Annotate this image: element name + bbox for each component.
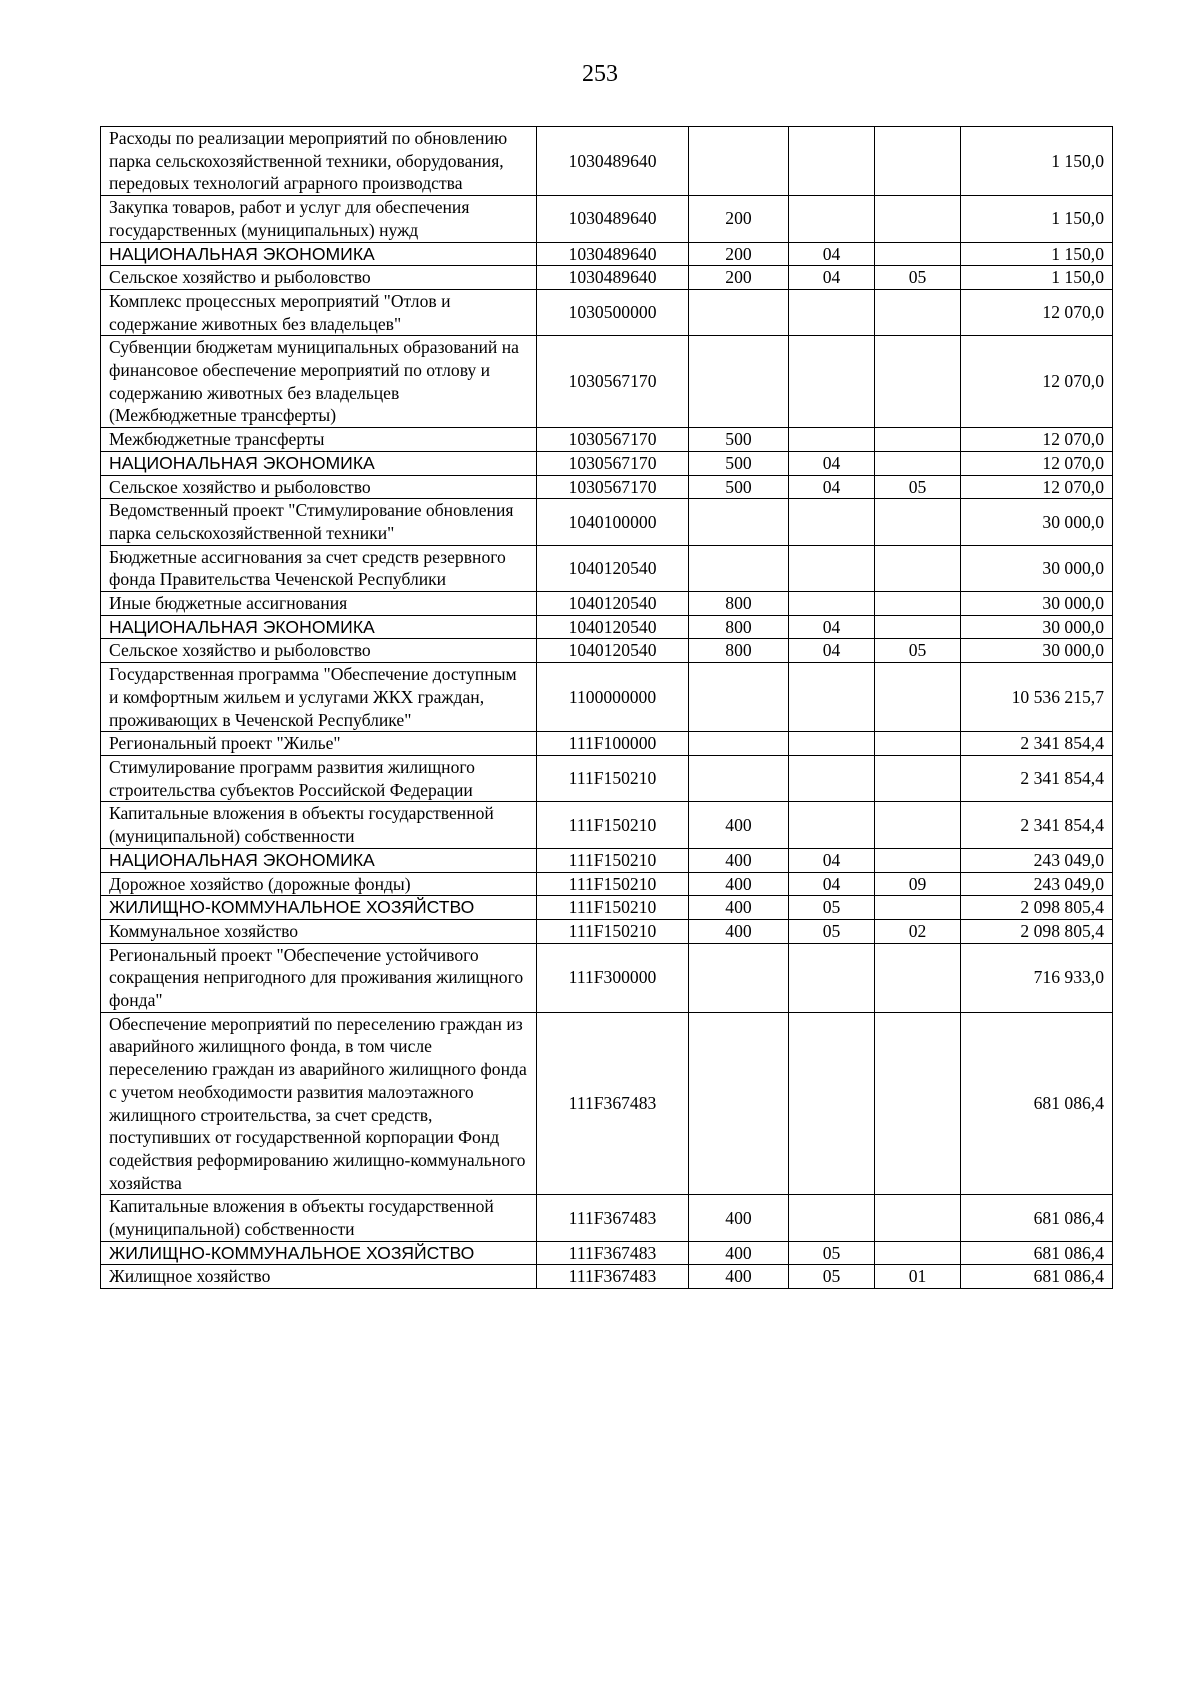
amount-cell: 2 098 805,4 bbox=[961, 919, 1113, 943]
expense-type-cell bbox=[689, 663, 789, 732]
subsection-cell bbox=[875, 1195, 961, 1241]
amount-cell: 10 536 215,7 bbox=[961, 663, 1113, 732]
section-cell: 04 bbox=[789, 848, 875, 872]
section-cell bbox=[789, 428, 875, 452]
subsection-cell bbox=[875, 428, 961, 452]
row-name-cell: Расходы по реализации мероприятий по обновлению парка сельскохозяйственной техники, оборудования, передовых технологий аграрного производства bbox=[101, 127, 537, 196]
table-row bbox=[101, 475, 1113, 499]
target-article-cell: 111F367483 bbox=[537, 1241, 689, 1265]
amount-cell: 681 086,4 bbox=[961, 1241, 1113, 1265]
section-cell: 04 bbox=[789, 639, 875, 663]
section-cell: 04 bbox=[789, 475, 875, 499]
row-name-cell: Сельское хозяйство и рыболовство bbox=[101, 639, 537, 663]
expense-type-cell: 400 bbox=[689, 802, 789, 848]
amount-cell: 30 000,0 bbox=[961, 639, 1113, 663]
subsection-cell: 09 bbox=[875, 872, 961, 896]
target-article-cell: 1030567170 bbox=[537, 336, 689, 428]
subsection-cell bbox=[875, 755, 961, 801]
target-article-cell: 1030489640 bbox=[537, 127, 689, 196]
table-row bbox=[101, 1265, 1113, 1289]
table-row bbox=[101, 592, 1113, 616]
subsection-cell bbox=[875, 499, 961, 545]
section-cell: 04 bbox=[789, 872, 875, 896]
subsection-cell bbox=[875, 848, 961, 872]
section-cell bbox=[789, 499, 875, 545]
target-article-cell: 1030567170 bbox=[537, 451, 689, 475]
target-article-cell: 111F150210 bbox=[537, 755, 689, 801]
expense-type-cell: 400 bbox=[689, 896, 789, 920]
section-cell bbox=[789, 127, 875, 196]
target-article-cell: 1040120540 bbox=[537, 639, 689, 663]
table-row bbox=[101, 127, 1113, 196]
amount-cell: 12 070,0 bbox=[961, 289, 1113, 335]
amount-cell: 243 049,0 bbox=[961, 872, 1113, 896]
amount-cell: 2 341 854,4 bbox=[961, 802, 1113, 848]
row-name-cell: Региональный проект "Обеспечение устойчивого сокращения непригодного для проживания жилищного фонда" bbox=[101, 943, 537, 1012]
row-name-cell: Субвенции бюджетам муниципальных образований на финансовое обеспечение мероприятий по отлову и содержанию животных без владельцев (Межбюджетные трансферты) bbox=[101, 336, 537, 428]
target-article-cell: 1040100000 bbox=[537, 499, 689, 545]
expense-type-cell: 500 bbox=[689, 451, 789, 475]
target-article-cell: 1030567170 bbox=[537, 475, 689, 499]
row-name-cell: Комплекс процессных мероприятий "Отлов и содержание животных без владельцев" bbox=[101, 289, 537, 335]
subsection-cell bbox=[875, 1012, 961, 1195]
subsection-cell bbox=[875, 1241, 961, 1265]
expense-type-cell: 400 bbox=[689, 872, 789, 896]
target-article-cell: 1040120540 bbox=[537, 545, 689, 591]
target-article-cell: 111F150210 bbox=[537, 896, 689, 920]
row-name-cell: НАЦИОНАЛЬНАЯ ЭКОНОМИКА bbox=[101, 242, 537, 266]
table-row bbox=[101, 266, 1113, 290]
row-name-cell: Сельское хозяйство и рыболовство bbox=[101, 475, 537, 499]
section-cell bbox=[789, 592, 875, 616]
section-cell bbox=[789, 336, 875, 428]
section-cell: 04 bbox=[789, 266, 875, 290]
subsection-cell bbox=[875, 451, 961, 475]
amount-cell: 1 150,0 bbox=[961, 196, 1113, 242]
target-article-cell: 111F100000 bbox=[537, 732, 689, 756]
subsection-cell bbox=[875, 896, 961, 920]
table-row bbox=[101, 1012, 1113, 1195]
expense-type-cell bbox=[689, 943, 789, 1012]
table-row bbox=[101, 732, 1113, 756]
row-name-cell: Коммунальное хозяйство bbox=[101, 919, 537, 943]
target-article-cell: 111F367483 bbox=[537, 1195, 689, 1241]
section-cell: 04 bbox=[789, 451, 875, 475]
row-name-cell: Ведомственный проект "Стимулирование обновления парка сельскохозяйственной техники" bbox=[101, 499, 537, 545]
section-cell bbox=[789, 663, 875, 732]
expense-type-cell bbox=[689, 127, 789, 196]
table-row bbox=[101, 755, 1113, 801]
subsection-cell bbox=[875, 943, 961, 1012]
target-article-cell: 1030500000 bbox=[537, 289, 689, 335]
amount-cell: 2 341 854,4 bbox=[961, 755, 1113, 801]
subsection-cell: 05 bbox=[875, 475, 961, 499]
table-row bbox=[101, 428, 1113, 452]
subsection-cell bbox=[875, 196, 961, 242]
table-row bbox=[101, 919, 1113, 943]
target-article-cell: 111F150210 bbox=[537, 802, 689, 848]
amount-cell: 681 086,4 bbox=[961, 1265, 1113, 1289]
amount-cell: 1 150,0 bbox=[961, 127, 1113, 196]
table-row bbox=[101, 336, 1113, 428]
amount-cell: 2 341 854,4 bbox=[961, 732, 1113, 756]
table-row bbox=[101, 943, 1113, 1012]
row-name-cell: Стимулирование программ развития жилищного строительства субъектов Российской Федерации bbox=[101, 755, 537, 801]
table-row bbox=[101, 242, 1113, 266]
target-article-cell: 1030567170 bbox=[537, 428, 689, 452]
target-article-cell: 111F150210 bbox=[537, 872, 689, 896]
subsection-cell bbox=[875, 592, 961, 616]
table-row bbox=[101, 289, 1113, 335]
amount-cell: 12 070,0 bbox=[961, 428, 1113, 452]
page-number: 253 bbox=[582, 61, 618, 87]
amount-cell: 716 933,0 bbox=[961, 943, 1113, 1012]
row-name-cell: Государственная программа "Обеспечение доступным и комфортным жильем и услугами ЖКХ граждан, проживающих в Чеченской Республике" bbox=[101, 663, 537, 732]
amount-cell: 30 000,0 bbox=[961, 499, 1113, 545]
row-name-cell: Иные бюджетные ассигнования bbox=[101, 592, 537, 616]
section-cell bbox=[789, 1195, 875, 1241]
expense-type-cell: 400 bbox=[689, 1195, 789, 1241]
expense-type-cell bbox=[689, 1012, 789, 1195]
subsection-cell bbox=[875, 663, 961, 732]
target-article-cell: 1040120540 bbox=[537, 592, 689, 616]
row-name-cell: Капитальные вложения в объекты государственной (муниципальной) собственности bbox=[101, 802, 537, 848]
amount-cell: 1 150,0 bbox=[961, 242, 1113, 266]
amount-cell: 681 086,4 bbox=[961, 1012, 1113, 1195]
subsection-cell bbox=[875, 545, 961, 591]
section-cell: 04 bbox=[789, 242, 875, 266]
budget-table-body bbox=[101, 127, 1113, 1289]
table-row bbox=[101, 499, 1113, 545]
section-cell bbox=[789, 802, 875, 848]
target-article-cell: 1040120540 bbox=[537, 615, 689, 639]
row-name-cell: Капитальные вложения в объекты государственной (муниципальной) собственности bbox=[101, 1195, 537, 1241]
amount-cell: 12 070,0 bbox=[961, 451, 1113, 475]
row-name-cell: Сельское хозяйство и рыболовство bbox=[101, 266, 537, 290]
amount-cell: 2 098 805,4 bbox=[961, 896, 1113, 920]
expense-type-cell bbox=[689, 545, 789, 591]
expense-type-cell bbox=[689, 336, 789, 428]
row-name-cell: ЖИЛИЩНО-КОММУНАЛЬНОЕ ХОЗЯЙСТВО bbox=[101, 1241, 537, 1265]
target-article-cell: 111F300000 bbox=[537, 943, 689, 1012]
row-name-cell: Региональный проект "Жилье" bbox=[101, 732, 537, 756]
table-row bbox=[101, 639, 1113, 663]
target-article-cell: 111F367483 bbox=[537, 1012, 689, 1195]
section-cell: 05 bbox=[789, 896, 875, 920]
expense-type-cell: 500 bbox=[689, 428, 789, 452]
table-row bbox=[101, 1241, 1113, 1265]
amount-cell: 30 000,0 bbox=[961, 592, 1113, 616]
row-name-cell: Жилищное хозяйство bbox=[101, 1265, 537, 1289]
table-row bbox=[101, 663, 1113, 732]
subsection-cell: 01 bbox=[875, 1265, 961, 1289]
table-row bbox=[101, 451, 1113, 475]
subsection-cell: 05 bbox=[875, 266, 961, 290]
expense-type-cell: 400 bbox=[689, 919, 789, 943]
subsection-cell bbox=[875, 732, 961, 756]
expense-type-cell bbox=[689, 289, 789, 335]
subsection-cell: 05 bbox=[875, 639, 961, 663]
expense-type-cell: 400 bbox=[689, 848, 789, 872]
section-cell bbox=[789, 545, 875, 591]
amount-cell: 243 049,0 bbox=[961, 848, 1113, 872]
subsection-cell bbox=[875, 242, 961, 266]
section-cell: 05 bbox=[789, 919, 875, 943]
expense-type-cell bbox=[689, 732, 789, 756]
expense-type-cell: 800 bbox=[689, 639, 789, 663]
subsection-cell bbox=[875, 289, 961, 335]
subsection-cell bbox=[875, 127, 961, 196]
table-row bbox=[101, 872, 1113, 896]
section-cell bbox=[789, 1012, 875, 1195]
section-cell bbox=[789, 943, 875, 1012]
row-name-cell: Межбюджетные трансферты bbox=[101, 428, 537, 452]
section-cell bbox=[789, 732, 875, 756]
expense-type-cell: 400 bbox=[689, 1265, 789, 1289]
section-cell bbox=[789, 289, 875, 335]
subsection-cell bbox=[875, 336, 961, 428]
row-name-cell: Бюджетные ассигнования за счет средств резервного фонда Правительства Чеченской Республики bbox=[101, 545, 537, 591]
target-article-cell: 1030489640 bbox=[537, 266, 689, 290]
table-row bbox=[101, 615, 1113, 639]
target-article-cell: 111F150210 bbox=[537, 848, 689, 872]
amount-cell: 30 000,0 bbox=[961, 545, 1113, 591]
table-row bbox=[101, 545, 1113, 591]
row-name-cell: Дорожное хозяйство (дорожные фонды) bbox=[101, 872, 537, 896]
subsection-cell bbox=[875, 615, 961, 639]
amount-cell: 12 070,0 bbox=[961, 336, 1113, 428]
expense-type-cell: 800 bbox=[689, 615, 789, 639]
amount-cell: 30 000,0 bbox=[961, 615, 1113, 639]
table-row bbox=[101, 848, 1113, 872]
section-cell: 05 bbox=[789, 1265, 875, 1289]
expense-type-cell: 200 bbox=[689, 196, 789, 242]
subsection-cell: 02 bbox=[875, 919, 961, 943]
section-cell: 04 bbox=[789, 615, 875, 639]
row-name-cell: НАЦИОНАЛЬНАЯ ЭКОНОМИКА bbox=[101, 615, 537, 639]
expense-type-cell bbox=[689, 499, 789, 545]
amount-cell: 12 070,0 bbox=[961, 475, 1113, 499]
section-cell bbox=[789, 196, 875, 242]
section-cell bbox=[789, 755, 875, 801]
expense-type-cell: 800 bbox=[689, 592, 789, 616]
amount-cell: 681 086,4 bbox=[961, 1195, 1113, 1241]
subsection-cell bbox=[875, 802, 961, 848]
target-article-cell: 1100000000 bbox=[537, 663, 689, 732]
table-row bbox=[101, 196, 1113, 242]
row-name-cell: Обеспечение мероприятий по переселению граждан из аварийного жилищного фонда, в том числе переселению граждан из аварийного жилищного фонда с учетом необходимости развития малоэтажного жилищного строительства, за счет средств, поступивших от государственной корпорации Фонд содействия реформированию жилищно-коммунального хозяйства bbox=[101, 1012, 537, 1195]
amount-cell: 1 150,0 bbox=[961, 266, 1113, 290]
row-name-cell: Закупка товаров, работ и услуг для обеспечения государственных (муниципальных) нужд bbox=[101, 196, 537, 242]
target-article-cell: 111F367483 bbox=[537, 1265, 689, 1289]
section-cell: 05 bbox=[789, 1241, 875, 1265]
expense-type-cell bbox=[689, 755, 789, 801]
target-article-cell: 1030489640 bbox=[537, 196, 689, 242]
row-name-cell: НАЦИОНАЛЬНАЯ ЭКОНОМИКА bbox=[101, 848, 537, 872]
budget-table bbox=[100, 126, 1113, 1289]
expense-type-cell: 200 bbox=[689, 266, 789, 290]
target-article-cell: 111F150210 bbox=[537, 919, 689, 943]
table-row bbox=[101, 802, 1113, 848]
target-article-cell: 1030489640 bbox=[537, 242, 689, 266]
table-row bbox=[101, 896, 1113, 920]
row-name-cell: ЖИЛИЩНО-КОММУНАЛЬНОЕ ХОЗЯЙСТВО bbox=[101, 896, 537, 920]
expense-type-cell: 200 bbox=[689, 242, 789, 266]
expense-type-cell: 400 bbox=[689, 1241, 789, 1265]
table-row bbox=[101, 1195, 1113, 1241]
row-name-cell: НАЦИОНАЛЬНАЯ ЭКОНОМИКА bbox=[101, 451, 537, 475]
expense-type-cell: 500 bbox=[689, 475, 789, 499]
